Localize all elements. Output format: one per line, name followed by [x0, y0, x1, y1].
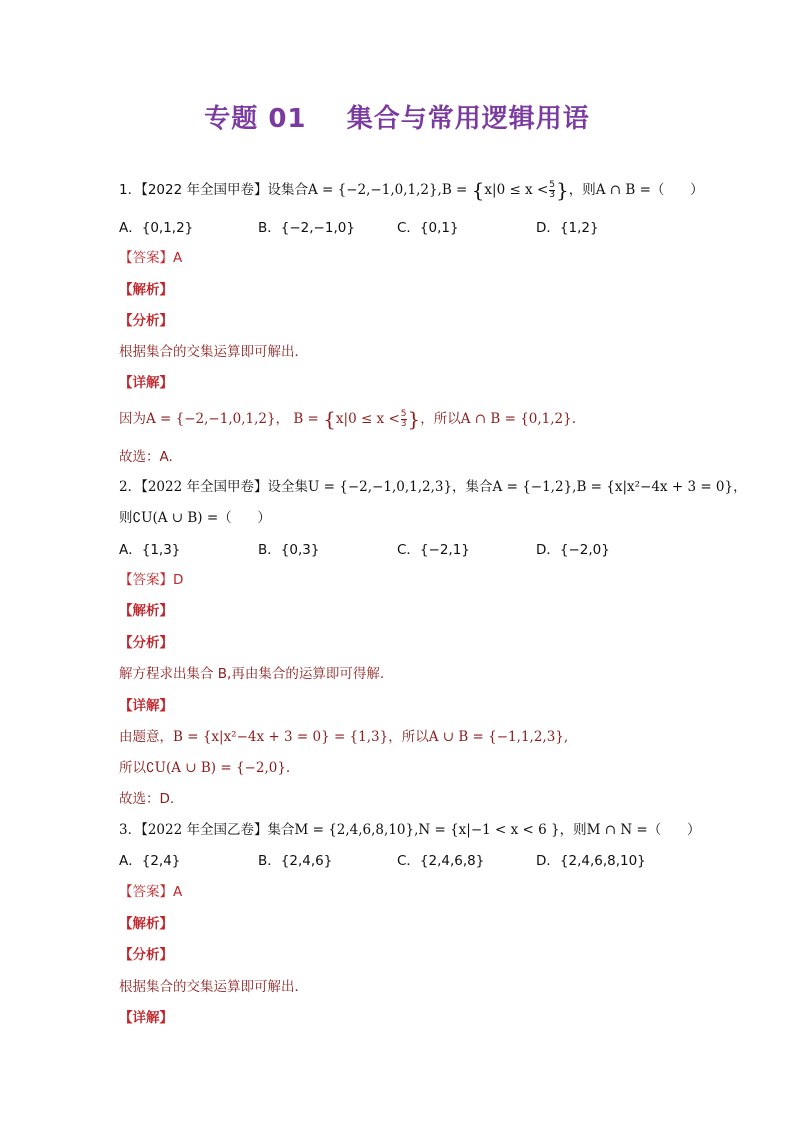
q2-analysis-label: 【解析】 — [119, 603, 173, 619]
q2-option-d: D．{−2,0} — [536, 542, 610, 558]
q2-fenxi-label: 【分析】 — [119, 635, 173, 651]
q3-detail-label: 【详解】 — [119, 1010, 173, 1026]
q1-detail-part1: 因为A = {−2,−1,0,1,2}， B = — [119, 411, 324, 427]
q2-choose: 故选：D. — [119, 791, 175, 807]
q1-detail-right-brace: } — [407, 407, 421, 431]
q1-fenxi-label: 【分析】 — [119, 313, 173, 329]
q1-answer-value: A — [173, 250, 183, 266]
q1-detail — [119, 409, 576, 429]
q1-left-brace: { — [471, 178, 485, 202]
q1-right-brace: } — [556, 178, 569, 202]
q1-detail-fraction: $\frac{5}{3}$ — [400, 408, 407, 429]
q3-option-c: C．{2,4,6,8} — [397, 853, 485, 869]
q3-answer-value: A — [173, 884, 183, 900]
q3-analysis-label: 【解析】 — [119, 916, 173, 932]
q1-option-d: D．{1,2} — [536, 220, 599, 236]
q2-detail-label: 【详解】 — [119, 698, 173, 714]
q1-detail-label: 【详解】 — [119, 375, 173, 391]
q2-option-a: A．{1,3} — [119, 542, 181, 558]
q2-option-c: C．{−2,1} — [397, 542, 470, 558]
q1-choose: 故选：A. — [119, 449, 173, 465]
q1-detail-left-brace: { — [323, 407, 336, 431]
q1-stem-prefix: 1．【2022 年全国甲卷】设集合 — [119, 182, 308, 198]
q2-stem-line2: 则∁U(A ∪ B) =（ ） — [119, 510, 271, 526]
q2-answer-label: 【答案】 — [119, 572, 173, 588]
q2-fenxi-text: 解方程求出集合 B,再由集合的运算即可得解. — [119, 666, 385, 682]
q1-fenxi-text: 根据集合的交集运算即可解出． — [119, 344, 308, 360]
q1-analysis-label: 【解析】 — [119, 282, 173, 298]
q2-detail-line1: 由题意，B = {x|x²−4x + 3 = 0} = {1,3}，所以A ∪ B = {−1,1,2,3}, — [119, 729, 569, 745]
q1-detail-part2: x|0 ≤ x < — [335, 411, 400, 427]
q1-stem — [119, 180, 704, 200]
q1-option-b: B．{−2,−1,0} — [258, 220, 355, 236]
q3-answer — [119, 882, 182, 902]
q1-stem-sets: A = {−2,−1,0,1,2},B = — [308, 182, 472, 198]
q3-fenxi-label: 【分析】 — [119, 947, 173, 963]
q3-stem: 3．【2022 年全国乙卷】集合M = {2,4,6,8,10},N = {x|−1 < x < 6 }，则M ∩ N =（ ） — [119, 822, 701, 838]
q3-option-b: B．{2,4,6} — [258, 853, 333, 869]
q2-option-b: B．{0,3} — [258, 542, 320, 558]
q2-detail-line2: 所以∁U(A ∪ B) = {−2,0}. — [119, 760, 291, 776]
page-title: 专题 01 集合与常用逻辑用语 — [204, 104, 590, 134]
q3-option-d: D．{2,4,6,8,10} — [536, 853, 646, 869]
q1-answer-label: 【答案】 — [119, 250, 173, 266]
q1-option-c: C．{0,1} — [397, 220, 459, 236]
q1-detail-part3: ，所以A ∩ B = {0,1,2}. — [420, 411, 577, 427]
q3-answer-label: 【答案】 — [119, 884, 173, 900]
q1-answer — [119, 248, 182, 268]
q3-fenxi-text: 根据集合的交集运算即可解出． — [119, 979, 308, 995]
q1-option-a: A．{0,1,2} — [119, 220, 194, 236]
q1-stem-question: ，则A ∩ B =（ ） — [568, 182, 704, 198]
q1-stem-condition: x|0 ≤ x < — [484, 182, 549, 198]
q2-answer — [119, 570, 183, 590]
q1-fraction: $\frac{5}{3}$ — [549, 179, 556, 200]
q2-stem-line1: 2．【2022 年全国甲卷】设全集U = {−2,−1,0,1,2,3}，集合A = {−1,2},B = {x|x²−4x + 3 = 0}， — [119, 479, 747, 495]
q3-option-a: A．{2,4} — [119, 853, 181, 869]
q2-answer-value: D — [173, 572, 184, 588]
